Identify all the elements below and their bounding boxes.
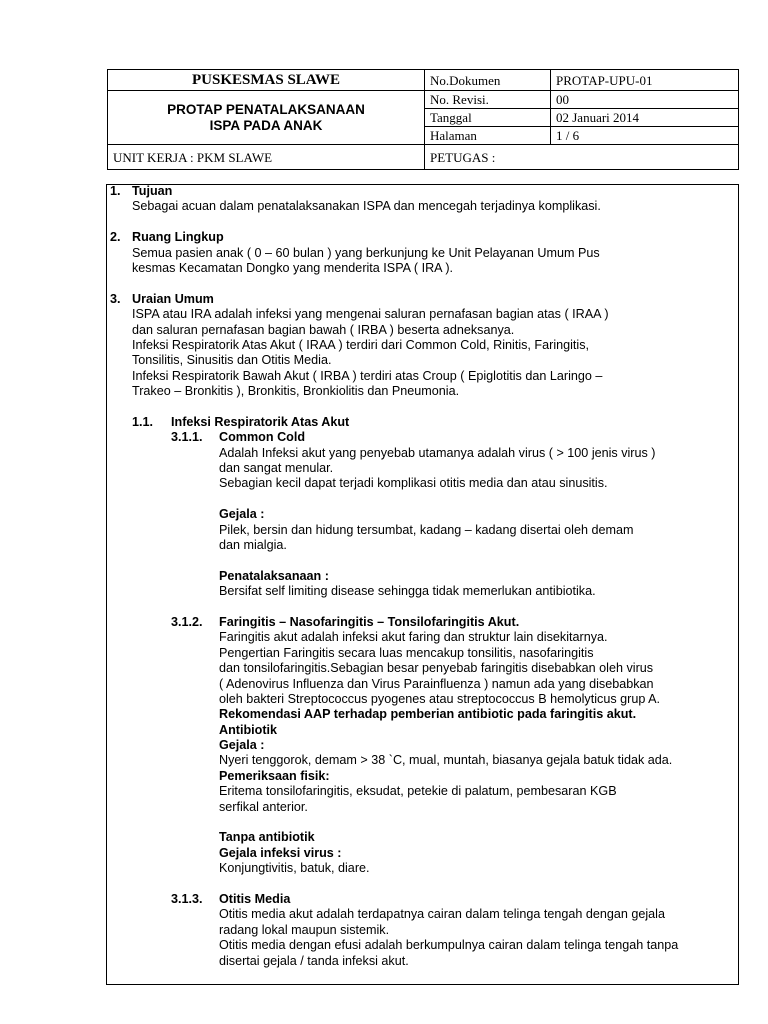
subsubsection-title: Otitis Media	[219, 891, 291, 906]
doc-number-label: No.Dokumen	[425, 70, 551, 91]
gejala-virus-label: Gejala infeksi virus :	[219, 845, 342, 860]
date-label: Tanggal	[425, 109, 551, 127]
rekomendasi-heading: Rekomendasi AAP terhadap pemberian antibiotic pada faringitis akut.	[219, 707, 637, 722]
document-content	[110, 184, 742, 969]
revision-label: No. Revisi.	[425, 91, 551, 109]
doc-number-value: PROTAP-UPU-01	[551, 70, 739, 91]
subsubsection-number: 3.1.2.	[171, 614, 203, 629]
paragraph-line: dan saluran pernafasan bagian bawah ( IRBA ) beserta adneksanya.	[132, 322, 515, 337]
paragraph-line: Otitis media dengan efusi adalah berkumpulnya cairan dalam telinga tengah tanpa	[219, 938, 679, 953]
paragraph-line: serfikal anterior.	[219, 799, 308, 814]
paragraph-line: Infeksi Respiratorik Atas Akut ( IRAA ) terdiri dari Common Cold, Rinitis, Faringitis,	[132, 337, 590, 352]
pemeriksaan-label: Pemeriksaan fisik:	[219, 768, 330, 783]
tanpa-antibiotik-label: Tanpa antibiotik	[219, 830, 315, 845]
paragraph-line: dan mialgia.	[219, 537, 287, 552]
section-heading-ruang-lingkup	[110, 230, 742, 245]
page-label: Halaman	[425, 127, 551, 145]
section-number: 1.	[110, 184, 121, 198]
paragraph-line: Adalah Infeksi akut yang penyebab utamanya adalah virus ( > 100 jenis virus )	[219, 445, 656, 460]
protocol-title	[108, 91, 425, 145]
section-heading-tujuan	[110, 184, 742, 199]
paragraph-line: ISPA atau IRA adalah infeksi yang mengenai saluran pernafasan bagian atas ( IRAA )	[132, 307, 609, 322]
subsection-heading-iraa	[110, 415, 742, 430]
section-number: 3.	[110, 291, 121, 306]
protocol-title-line2: ISPA PADA ANAK	[209, 117, 323, 133]
paragraph-line: oleh bakteri Streptococcus pyogenes atau streptococcus B hemolyticus grup A.	[219, 691, 661, 706]
work-unit: UNIT KERJA : PKM SLAWE	[108, 145, 425, 170]
penatalaksanaan-label: Penatalaksanaan :	[219, 568, 329, 583]
paragraph-line: Otitis media akut adalah terdapatnya cairan dalam telinga tengah dengan gejala	[219, 907, 665, 922]
paragraph-line: Eritema tonsilofaringitis, eksudat, petekie di palatum, pembesaran KGB	[219, 784, 617, 799]
paragraph-line: kesmas Kecamatan Dongko yang menderita ISPA ( IRA ).	[132, 260, 454, 275]
paragraph-line: Tonsilitis, Sinusitis dan Otitis Media.	[132, 353, 332, 368]
officer-label: PETUGAS :	[425, 145, 739, 170]
subsubsection-title: Common Cold	[219, 430, 306, 445]
subsubsection-number: 3.1.1.	[171, 430, 203, 445]
date-value: 02 Januari 2014	[551, 109, 739, 127]
paragraph-line: Pengertian Faringitis secara luas mencakup tonsilitis, nasofaringitis	[219, 645, 594, 660]
paragraph-line: Sebagai acuan dalam penatalaksanakan ISPA dan mencegah terjadinya komplikasi.	[132, 199, 601, 214]
section-number: 2.	[110, 230, 121, 245]
paragraph-line: Bersifat self limiting disease sehingga tidak memerlukan antibiotika.	[219, 584, 596, 599]
subsubsection-heading-otitis-media	[110, 892, 742, 907]
paragraph-line: disertai gejala / tanda infeksi akut.	[219, 953, 409, 968]
paragraph-line: Semua pasien anak ( 0 – 60 bulan ) yang berkunjung ke Unit Pelayanan Umum Pus	[132, 245, 600, 260]
subsubsection-title: Faringitis – Nasofaringitis – Tonsilofaringitis Akut.	[219, 614, 520, 629]
paragraph-line: ( Adenovirus Influenza dan Virus Parainfluenza ) namun ada yang disebabkan	[219, 676, 654, 691]
paragraph-line: dan tonsilofaringitis.Sebagian besar penyebab faringitis disebabkan oleh virus	[219, 661, 654, 676]
paragraph-line: radang lokal maupun sistemik.	[219, 922, 390, 937]
section-title: Ruang Lingkup	[132, 230, 224, 245]
paragraph-line: Infeksi Respiratorik Bawah Akut ( IRBA ) terdiri atas Croup ( Epiglotitis dan Laringo –	[132, 368, 603, 383]
subsubsection-heading-common-cold	[110, 430, 742, 445]
page-value: 1 / 6	[551, 127, 739, 145]
paragraph-line: Konjungtivitis, batuk, diare.	[219, 861, 370, 876]
subsection-number: 1.1.	[132, 414, 154, 429]
protocol-title-line1: PROTAP PENATALAKSANAAN	[167, 101, 365, 117]
paragraph-line: dan sangat menular.	[219, 461, 334, 476]
organization-name: PUSKESMAS SLAWE	[108, 70, 425, 91]
subsubsection-number: 3.1.3.	[171, 891, 203, 906]
paragraph-line: Nyeri tenggorok, demam > 38 `C, mual, muntah, biasanya gejala batuk tidak ada.	[219, 753, 673, 768]
revision-value: 00	[551, 91, 739, 109]
gejala-label: Gejala :	[219, 738, 265, 753]
section-title: Tujuan	[132, 184, 173, 198]
subsection-title: Infeksi Respiratorik Atas Akut	[171, 414, 350, 429]
section-title: Uraian Umum	[132, 291, 214, 306]
paragraph-line: Trakeo – Bronkitis ), Bronkitis, Bronkiolitis dan Pneumonia.	[132, 384, 460, 399]
gejala-label: Gejala :	[219, 507, 265, 522]
subsubsection-heading-faringitis	[110, 615, 742, 630]
document-header-table	[107, 69, 739, 170]
paragraph-line: Faringitis akut adalah infeksi akut faring dan struktur lain disekitarnya.	[219, 630, 608, 645]
paragraph-line: Pilek, bersin dan hidung tersumbat, kadang – kadang disertai oleh demam	[219, 522, 634, 537]
antibiotik-label: Antibiotik	[219, 722, 278, 737]
section-heading-uraian-umum	[110, 292, 742, 307]
paragraph-line: Sebagian kecil dapat terjadi komplikasi otitis media dan atau sinusitis.	[219, 476, 608, 491]
